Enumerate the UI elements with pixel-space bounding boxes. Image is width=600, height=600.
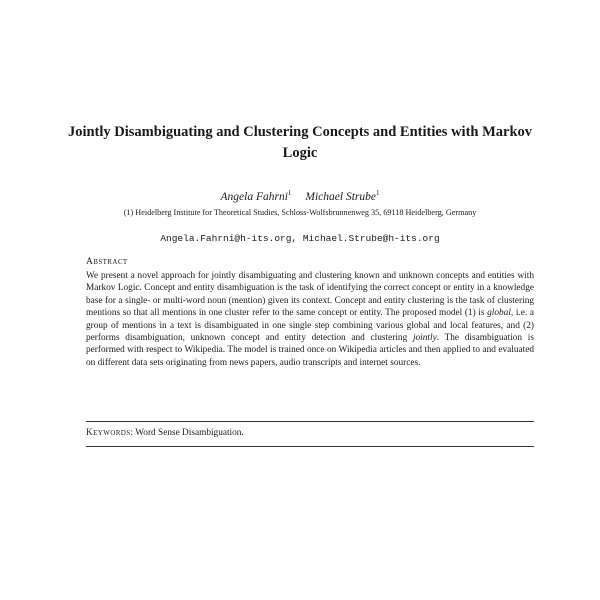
- affiliation: (1) Heidelberg Institute for Theoretical Studies, Schloss-Wolfsbrunnenweg 35, 69118 Heidelberg, Germany: [123, 208, 477, 217]
- author-affil-mark: 1: [375, 189, 380, 197]
- paper-title: Jointly Disambiguating and Clustering Concepts and Entities with Markov Logic: [67, 124, 533, 161]
- abstract-heading: Abstract: [86, 257, 128, 267]
- author-name: Angela Fahrni: [220, 190, 288, 203]
- abstract-text: We present a novel approach for jointly disambiguating and clustering known and unknown concepts and entities with Markov Logic. Concept and entity disambiguation is the task of identifying the correct concept or entity in a knowledge base for a single- or multi-word noun (mention) given its context. Concept and entity clustering is the task of clustering mentions so that all mentions in one cluster refer to the same concept or entity. The proposed model (1) is global, i.e. a group of mentions in a text is disambiguated in one single step combining various global and local features, and (2) performs disambiguation, unknown concept and entity detection and clustering jointly. The disambiguation is performed with respect to Wikipedia. The model is trained once on Wikipedia articles and then applied to and evaluated on different data sets originating from news papers, audio transcripts and internet sources.: [86, 271, 534, 368]
- keywords-bottom-rule: [86, 446, 534, 447]
- keywords-label: Keywords: [86, 428, 131, 438]
- keywords-top-rule: [86, 421, 534, 422]
- keywords-line: Keywords: Word Sense Disambiguation.: [86, 428, 244, 438]
- keywords-value: Word Sense Disambiguation.: [135, 428, 244, 438]
- author-emails: Angela.Fahrni@h-its.org, Michael.Strube@h-its.org: [160, 233, 440, 244]
- author-affil-mark: 1: [287, 189, 292, 197]
- emphasis-jointly: jointly: [412, 333, 437, 344]
- author-list: [60, 189, 540, 203]
- emphasis-global: global: [487, 308, 511, 319]
- author-name: Michael Strube: [305, 190, 376, 203]
